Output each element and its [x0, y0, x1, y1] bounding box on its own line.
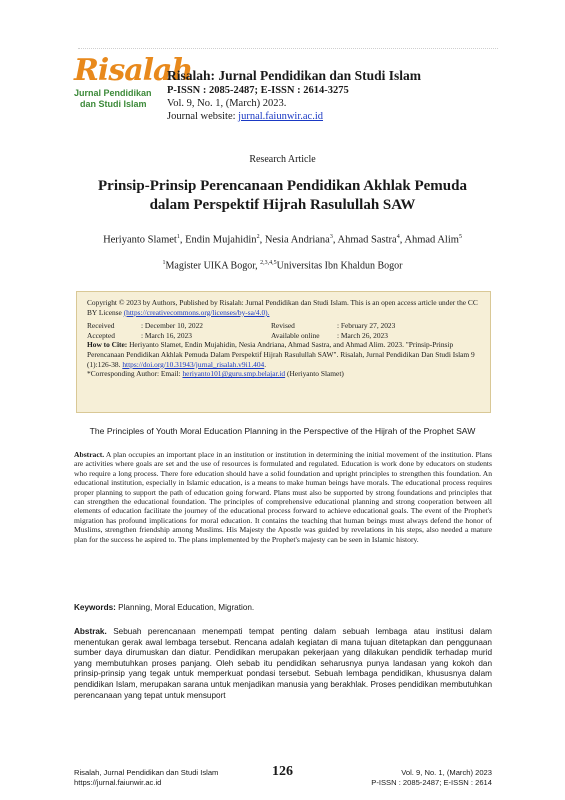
how-to-cite	[87, 340, 483, 369]
journal-logo	[74, 53, 193, 132]
corr-label: *Corresponding Author: Email:	[87, 369, 183, 379]
article-title-line-2: dalam Perspektif Hijrah Rasulullah SAW	[149, 197, 416, 213]
abstract-en-text: A plan occupies an important place in an institution or institution in determining the initial movement of the institution. Plans are activities where goals are set and the use of resources is formulated and regulated. Education is work done by educators on students who require a long process. There fore education should have a solid foundation and upright principles to strengthen this foundation. An educational institution, especially in Islamic education, is a means to make human beings have morals. The educational process requires proper planning to support the path of education going forward. Plans must also be supported by strong foundations and principles that can strengthen the educational foundation. The principles of comprehensive educational planning and strong cooperation between all elements of education facilitate the journey of the educational process forward to achieve educational goals. The event of the Prophet's migration has profound implications for moral education. It contains the teaching that human beings must always defend the honor of Muslims, strengthen friendship among Muslims. His Majesty the Apostle was guided by revelations in his steps, also needed a mature plan for the success he aspired to. The plans implemented by the Prophet's majesty can be seen in Islamic history.	[74, 450, 492, 544]
article-type: Research Article	[249, 154, 316, 165]
affil-sup: 2,3,4,5	[260, 260, 277, 266]
corr-email-link[interactable]: heriyanto101@guru.smp.belajar.id	[182, 369, 286, 379]
doi-end: .	[264, 359, 267, 369]
received-date: : December 10, 2022	[141, 321, 203, 331]
journal-title: Risalah: Jurnal Pendidikan dan Studi Islam	[167, 68, 421, 83]
journal-issn: P-ISSN : 2085-2487; E-ISSN : 2614-3275	[167, 85, 349, 96]
article-info-box	[76, 291, 491, 413]
abstract-id-label: Abstrak.	[74, 627, 107, 636]
journal-volume: Vol. 9, No. 1, (March) 2023.	[167, 98, 287, 109]
abstract-english	[74, 450, 492, 544]
received-label: Received	[87, 321, 115, 331]
author-list: Heriyanto Slamet$^1$, Endin Mujahidin$^2$, Nesia Andriana$^3$, Ahmad Sastra$^4$, Ahmad Alim$^5$	[103, 234, 462, 246]
article-dates	[87, 321, 483, 340]
footer-url: https://jurnal.faiunwir.ac.id	[74, 778, 162, 787]
affil-text: Magister UIKA Bogor,	[165, 260, 261, 272]
english-title: The Principles of Youth Moral Education Planning in the Perspective of the Hijrah of the Prophet SAW	[89, 426, 476, 436]
author-sup: 5	[458, 234, 462, 240]
abstract-id-text: Sebuah perencanaan menempati tempat penting dalam sebuah lembaga atau institusi dalam menentukan gerak awal lembaga tersebut. Rencana adalah kegiatan di mana tujuan ditetapkan dan penggunaan sumber daya dirumuskan dan diatur. Pendidikan merupakan pekerjaan yang dilakukan pendidik terhadap murid yang membutuhkan proses panjang. Oleh sebab itu pendidikan seharusnya punya landasan yang kokoh dan prinsip-prinsip yang tegak untuk memperkuat pondasi tersebut. Sebuah lembaga pendidikan, khususnya dalam pendidikan Islam, merupakan sarana untuk menjadikan manusia yang berakhlak. Proses pendidikan membutuhkan perencanaan yang tepat untuk mensuport	[74, 627, 492, 700]
online-label: Available online	[271, 330, 320, 340]
author-sup: 4	[396, 234, 400, 240]
header-rule	[78, 44, 498, 49]
affil-text: Universitas Ibn Khaldun Bogor	[276, 260, 403, 272]
abstract-indonesian	[74, 627, 492, 701]
doi-link[interactable]: https://doi.org/10.31943/jurnal_risalah.v9i1.404	[122, 359, 265, 369]
author: Endin Mujahidin	[185, 234, 257, 246]
footer-volume: Vol. 9, No. 1, (March) 2023	[401, 768, 492, 777]
revised-date: : February 27, 2023	[337, 321, 396, 331]
journal-website	[167, 110, 527, 123]
keywords-label: Keywords:	[74, 603, 116, 612]
accepted-date: : March 16, 2023	[141, 330, 192, 340]
author: Heriyanto Slamet	[103, 234, 177, 246]
corr-name: (Heriyanto Slamet)	[285, 369, 344, 379]
author-sup: 1	[176, 234, 180, 240]
logo-wordmark: Risalah	[74, 53, 193, 88]
logo-subtitle-2: dan Studi Islam	[80, 99, 147, 109]
affil-sup: 1	[162, 260, 166, 266]
keywords	[74, 603, 492, 612]
abstract-en-label: Abstract.	[74, 450, 105, 459]
journal-header	[167, 68, 527, 123]
author-sup: 2	[256, 234, 260, 240]
copyright-notice	[87, 298, 483, 317]
footer-right	[371, 768, 492, 788]
website-link[interactable]: jurnal.faiunwir.ac.id	[238, 111, 324, 122]
accepted-label: Accepted	[87, 330, 115, 340]
page-number: 126	[272, 764, 293, 779]
cite-text: Heriyanto Slamet, Endin Mujahidin, Nesia Andriana, Ahmad Sastra, and Ahmad Alim. 2023. "Prinsip-Prinsip Perencanaan Pendidikan Akhlak Pemuda Dalam Perspektif Hijrah Rasulullah SAW". Risalah, Jurnal Pendidikan Dan Studi Islam 9 (1):126-38.	[87, 340, 475, 369]
article-title-line-1: Prinsip-Prinsip Perencanaan Pendidikan Akhlak Pemuda	[98, 178, 467, 194]
footer-journal-name: Risalah, Jurnal Pendidikan dan Studi Islam	[74, 768, 219, 777]
online-date: : March 26, 2023	[337, 330, 388, 340]
author: Ahmad Alim	[404, 234, 459, 246]
corresponding-author	[87, 369, 483, 379]
author-sup: 3	[329, 234, 333, 240]
keywords-text: Planning, Moral Education, Migration.	[115, 603, 255, 612]
copyright-text: Copyright © 2023 by Authors, Published by Risalah: Jurnal Pendidikan dan Studi Islam. This is an open access article under the CC BY License	[87, 298, 478, 317]
logo-subtitle-1: Jurnal Pendidikan	[74, 88, 152, 98]
website-label: Journal website:	[167, 111, 236, 122]
revised-label: Revised	[271, 321, 295, 331]
footer-issn: P-ISSN : 2085-2487; E-ISSN : 2614	[371, 778, 492, 787]
cite-label: How to Cite:	[87, 340, 128, 350]
author: Nesia Andriana	[264, 234, 330, 246]
author: Ahmad Sastra	[337, 234, 397, 246]
article-title	[40, 177, 525, 215]
affiliations	[0, 260, 565, 271]
license-link[interactable]: (https://creativecommons.org/licenses/by-sa/4.0).	[123, 307, 270, 317]
